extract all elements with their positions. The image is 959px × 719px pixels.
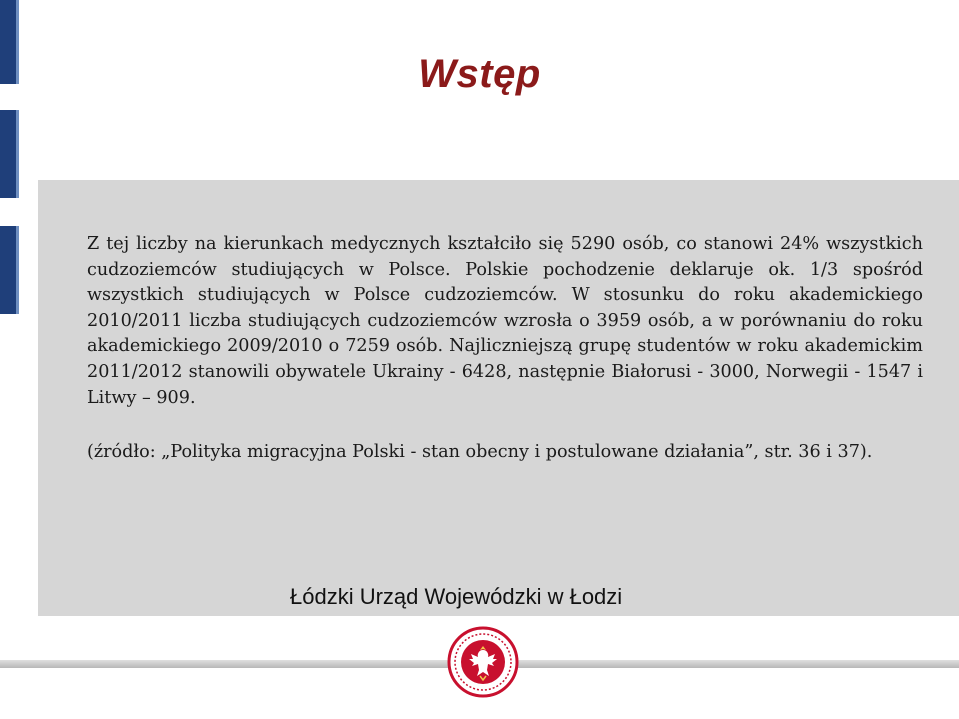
slide-title: Wstęp <box>418 52 541 96</box>
left-accent-bar-middle <box>0 110 16 198</box>
footer-divider-right <box>512 660 959 668</box>
footer-divider-left <box>0 660 450 668</box>
source-citation: (źródło: „Polityka migracyjna Polski - stan obecny i postulowane działania”, str. 36 i 37). <box>87 442 873 462</box>
body-paragraph: Z tej liczby na kierunkach medycznych kształciło się 5290 osób, co stanowi 24% wszystkich cudzoziemców studiujących w Polsce. Polskie pochodzenie deklaruje ok. 1/3 spośród wszystkich studiujących w Polsce cudzoziemców. W stosunku do roku akademickiego 2010/2011 liczba studiujących cudzoziemców wzrosła o 3959 osób, a w porównaniu do roku akademickiego 2009/2010 o 7259 osób. Najliczniejszą grupę studentów w roku akademickim 2011/2012 stanowili obywatele Ukrainy - 6428, następnie Białorusi - 3000, Norwegii - 1547 i Litwy – 909. <box>87 234 923 408</box>
polish-eagle-emblem-icon <box>447 626 519 698</box>
footer-organization-label: Łódzki Urząd Wojewódzki w Łodzi <box>290 584 623 609</box>
left-accent-bar-bottom <box>0 226 16 314</box>
